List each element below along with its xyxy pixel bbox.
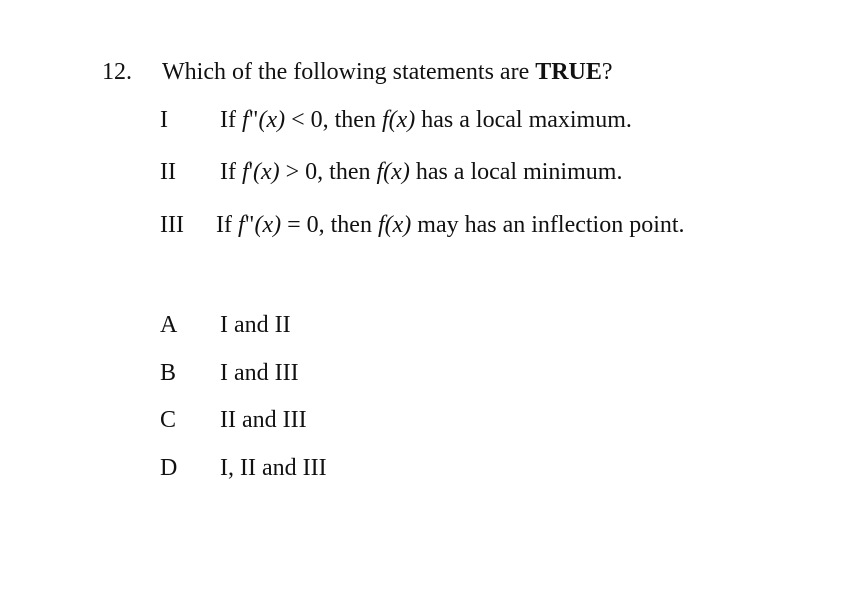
statement-3-argument: (x): [254, 212, 282, 238]
statement-1-fx-function: f: [381, 107, 389, 133]
statement-2-fx-argument: (x): [383, 159, 410, 185]
statement-2-fx-function: f: [376, 159, 384, 185]
statement-numeral-2: II: [160, 159, 176, 185]
question-text-start: Which of the following statements are: [162, 59, 536, 85]
statement-3-if: If: [216, 212, 238, 238]
statement-1: [220, 108, 632, 132]
statement-1-relation: < 0: [285, 107, 323, 133]
statement-1-fx-argument: (x): [388, 107, 416, 133]
statement-3-conclusion: may has an inflection point.: [411, 212, 685, 238]
statement-1-derivative-mark: ": [248, 107, 259, 133]
statement-2-argument: (x): [252, 159, 280, 185]
statement-3-derivative-mark: ": [244, 212, 255, 238]
statement-2-function: f: [241, 159, 249, 185]
option-letter-d: D: [160, 455, 178, 481]
statement-2-then: , then: [317, 159, 377, 185]
question-number: 12.: [102, 59, 132, 85]
statement-2: [220, 160, 622, 184]
statement-3-relation: = 0: [281, 212, 319, 238]
statement-3-then: , then: [318, 212, 378, 238]
statement-1-then: , then: [322, 107, 382, 133]
question-text-emphasis: TRUE: [535, 59, 602, 85]
option-text-a: I and II: [220, 312, 291, 338]
option-text-b: I and III: [220, 360, 299, 386]
statement-3-function: f: [237, 212, 245, 238]
question-text-end: ?: [601, 59, 613, 85]
statement-3-fx-function: f: [377, 212, 385, 238]
statement-numeral-1: I: [160, 107, 168, 133]
statement-1-conclusion: has a local maximum.: [415, 107, 632, 133]
option-text-d: I, II and III: [220, 455, 327, 481]
statement-2-conclusion: has a local minimum.: [409, 159, 623, 185]
option-letter-b: B: [160, 360, 177, 386]
statement-numeral-3: III: [160, 212, 184, 238]
statement-2-derivative-mark: ': [248, 159, 253, 185]
statement-1-argument: (x): [258, 107, 286, 133]
option-letter-c: C: [160, 407, 177, 433]
statement-2-relation: > 0: [279, 159, 318, 185]
statement-3-fx-argument: (x): [384, 212, 412, 238]
question-text: [162, 60, 613, 84]
statement-2-if: If: [220, 159, 242, 185]
option-letter-a: A: [160, 312, 178, 338]
statement-1-function: f: [241, 107, 249, 133]
statement-3: [216, 213, 685, 237]
option-text-c: II and III: [220, 407, 307, 433]
statement-1-if: If: [220, 107, 242, 133]
